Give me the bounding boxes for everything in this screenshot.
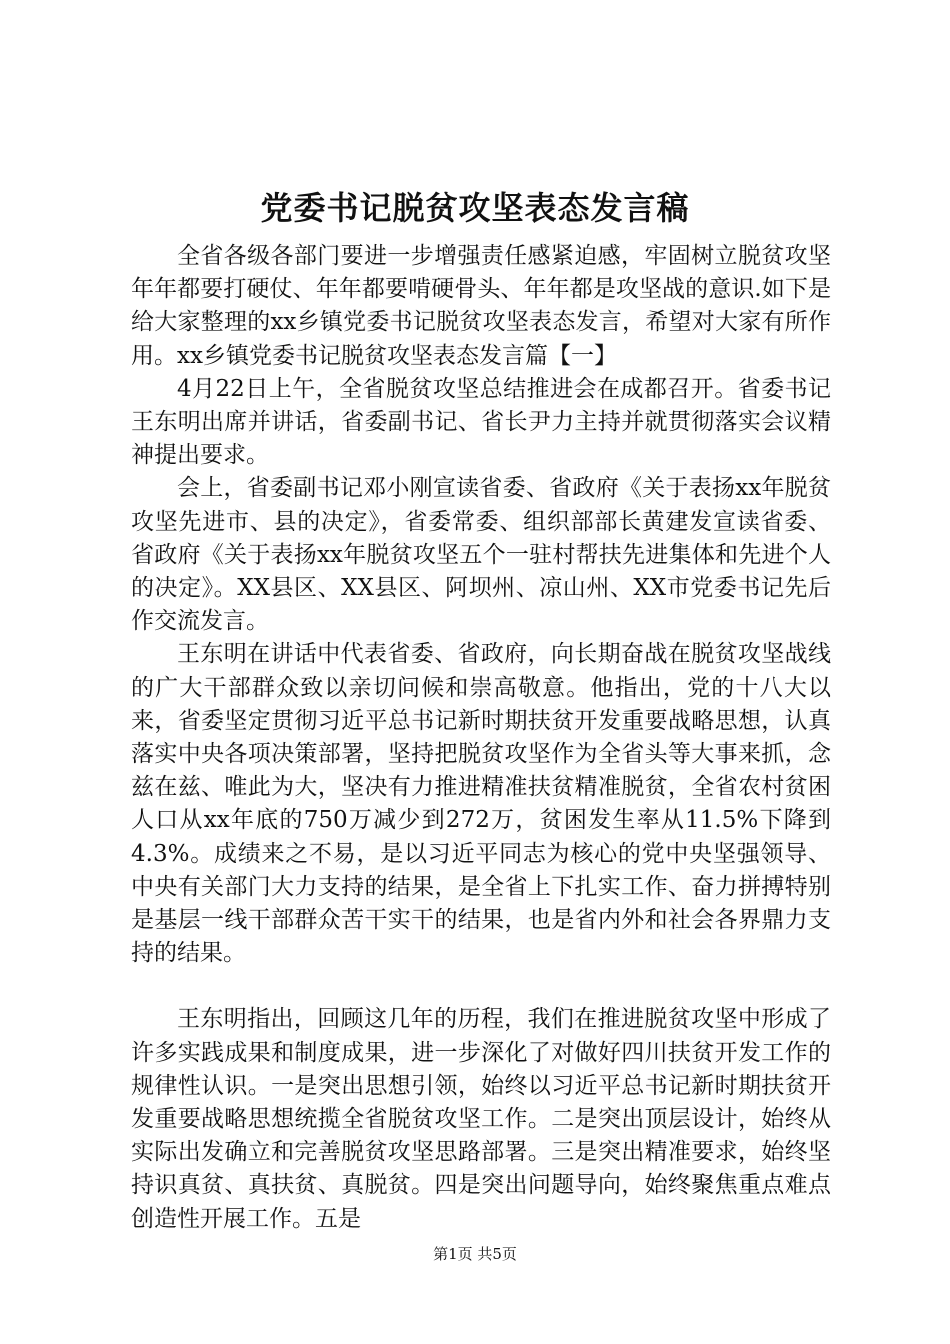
paragraph-commendation: 会上，省委副书记邓小刚宣读省委、省政府《关于表扬xx年脱贫攻坚先进市、县的决定》，省委常委、组织部部长黄建发宣读省委、省政府《关于表扬xx年脱贫攻坚五个一驻村帮扶先进集体和先进个人的决定》。XX县区、XX县区、阿坝州、凉山州、XX市党委书记先后作交流发言。: [131, 475, 831, 635]
paragraph-speech: 王东明在讲话中代表省委、省政府，向长期奋战在脱贫攻坚战线的广大干部群众致以亲切问候和崇高敬意。他指出，党的十八大以来，省委坚定贯彻习近平总书记新时期扶贫开发重要战略思想，认真落实中央各项决策部署，坚持把脱贫攻坚作为全省头等大事来抓，念兹在兹、唯此为大，坚决有力推进精准扶贫精准脱贫，全省农村贫困人口从xx年底的750万减少到272万，贫困发生率从11.5%下降到4.3%。成绩来之不易，是以习近平同志为核心的党中央坚强领导、中央有关部门大力支持的结果，是全省上下扎实工作、奋力拼搏特别是基层一线干部群众苦干实干的结果，也是省内外和社会各界鼎力支持的结果。: [131, 641, 831, 967]
document-body: [131, 240, 831, 1236]
paragraph-review: 王东明指出，回顾这几年的历程，我们在推进脱贫攻坚中形成了许多实践成果和制度成果，进一步深化了对做好四川扶贫开发工作的规律性认识。一是突出思想引领，始终以习近平总书记新时期扶贫开发重要战略思想统揽全省脱贫攻坚工作。二是突出顶层设计，始终从实际出发确立和完善脱贫攻坚思路部署。三是突出精准要求，始终坚持识真贫、真扶贫、真脱贫。四是突出问题导向，始终聚焦重点难点创造性开展工作。五是: [131, 1006, 831, 1232]
document-title: 党委书记脱贫攻坚表态发言稿: [260, 189, 690, 227]
page-footer: 第1页 共5页: [433, 1245, 517, 1263]
paragraph-meeting: 4月22日上午，全省脱贫攻坚总结推进会在成都召开。省委书记王东明出席并讲话，省委副书记、省长尹力主持并就贯彻落实会议精神提出要求。: [131, 375, 831, 469]
paragraph-intro: 全省各级各部门要进一步增强责任感紧迫感，牢固树立脱贫攻坚年年都要打硬仗、年年都要啃硬骨头、年年都是攻坚战的意识.如下是给大家整理的xx乡镇党委书记脱贫攻坚表态发言，希望对大家有所作用。xx乡镇党委书记脱贫攻坚表态发言篇【一】: [131, 243, 831, 369]
